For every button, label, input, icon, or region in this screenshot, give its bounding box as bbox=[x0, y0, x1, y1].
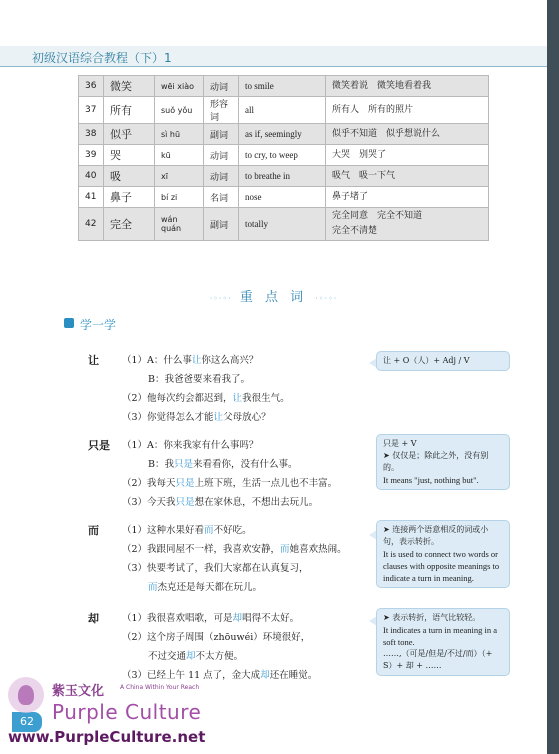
sentence-text: 我很生气。 bbox=[242, 393, 290, 404]
section-deco-right: ·◦·◦· bbox=[315, 294, 338, 303]
vocabulary-table bbox=[78, 75, 489, 241]
sentence-text: 想在家休息，不想出去玩儿。 bbox=[194, 497, 319, 508]
vocab-word: 似乎 bbox=[104, 124, 155, 145]
vocab-word: 完全 bbox=[104, 208, 155, 241]
table-row bbox=[79, 124, 489, 145]
sentence-text: 你这么高兴？ bbox=[201, 355, 259, 366]
vocab-example: 完全不清楚 bbox=[332, 226, 378, 236]
vocab-examples bbox=[326, 208, 489, 241]
sentence-highlight: 而 bbox=[280, 544, 290, 555]
table-row bbox=[79, 166, 489, 187]
sentence bbox=[122, 522, 252, 536]
sentence-text: 她喜欢热闹。 bbox=[289, 544, 347, 555]
book-icon bbox=[64, 318, 74, 328]
sentence bbox=[122, 437, 258, 451]
vocab-example: 所有人 所有的照片 bbox=[332, 104, 414, 115]
sentence-text: 不好吃。 bbox=[213, 525, 252, 536]
table-row bbox=[79, 76, 489, 97]
sentence-highlight: 却 bbox=[232, 613, 243, 624]
vocab-english: to smile bbox=[239, 76, 326, 97]
sentence-text: （2）我跟同屋不一样，我喜欢安静， bbox=[122, 544, 281, 555]
vocab-pos: 形容词 bbox=[204, 97, 239, 124]
vocab-pinyin: suǒ yǒu bbox=[155, 97, 204, 124]
vocab-example: 微笑着说 微笑地看着我 bbox=[332, 80, 432, 91]
sentence-text: B：我爸爸要来看我了。 bbox=[148, 374, 250, 385]
sentence-highlight: 只是 bbox=[173, 459, 193, 470]
sentence bbox=[148, 579, 262, 593]
watermark-brand: Purple Culture bbox=[52, 700, 202, 724]
sentence bbox=[122, 390, 290, 404]
vocab-examples bbox=[326, 166, 489, 187]
sentence-highlight: 让 bbox=[232, 393, 243, 404]
sentence bbox=[122, 610, 299, 624]
sentence-highlight: 却 bbox=[186, 651, 196, 662]
sentence-text: （2）他每次约会都迟到， bbox=[122, 393, 233, 404]
watermark-logo-icon bbox=[8, 677, 44, 713]
vocab-pinyin: sì hū bbox=[155, 124, 204, 145]
vocab-examples bbox=[326, 124, 489, 145]
vocab-example: 似乎不知道 似乎想说什么 bbox=[332, 128, 441, 139]
vocab-pinyin: xī bbox=[155, 166, 204, 187]
note-line-english: It means "just, nothing but". bbox=[383, 475, 479, 485]
sentence-highlight: 却 bbox=[260, 670, 270, 681]
vocab-num: 39 bbox=[79, 145, 104, 166]
watermark-cn: 紫玉文化 bbox=[52, 684, 105, 699]
watermark-tagline: A China Within Your Reach bbox=[120, 684, 200, 691]
sentence-highlight: 而 bbox=[148, 582, 158, 593]
note-line: ➤ 仅仅是；除此之外，没有别的。 bbox=[383, 451, 489, 472]
vocab-examples bbox=[326, 76, 489, 97]
section-title bbox=[0, 286, 547, 305]
keyword-que: 却 bbox=[88, 612, 99, 625]
sentence-text: 不太方便。 bbox=[195, 651, 244, 662]
sentence bbox=[148, 648, 243, 662]
vocab-pos: 动词 bbox=[204, 166, 239, 187]
sentence-text: 父母放心？ bbox=[223, 412, 271, 423]
vocab-num: 38 bbox=[79, 124, 104, 145]
header-rule bbox=[0, 66, 547, 67]
vocab-english: to breathe in bbox=[239, 166, 326, 187]
sentence bbox=[122, 409, 271, 423]
table-row bbox=[79, 97, 489, 124]
sentence-text: （3）已经上午 11 点了，金大成 bbox=[122, 670, 261, 681]
sentence-text: 不过交通 bbox=[148, 651, 187, 662]
vocab-example: 鼻子堵了 bbox=[332, 191, 369, 202]
note-line-english: It is used to connect two words or clauses with opposite meanings to indicate a turn in meaning. bbox=[383, 549, 500, 583]
sentence-text: （3）你觉得怎么才能 bbox=[122, 412, 214, 423]
section-deco-left: ·◦·◦· bbox=[209, 294, 232, 303]
vocab-num: 36 bbox=[79, 76, 104, 97]
sentence bbox=[122, 667, 317, 681]
keyword-er: 而 bbox=[88, 524, 99, 537]
vocab-word: 吸 bbox=[104, 166, 155, 187]
sentence-text: （3）快要考试了，我们大家都在认真复习， bbox=[122, 563, 309, 574]
vocab-examples bbox=[326, 145, 489, 166]
note-er bbox=[376, 520, 510, 588]
vocab-num: 42 bbox=[79, 208, 104, 241]
vocab-num: 41 bbox=[79, 187, 104, 208]
vocab-examples bbox=[326, 97, 489, 124]
sentence-highlight: 只是 bbox=[175, 497, 195, 508]
keyword-rang: 让 bbox=[88, 354, 99, 367]
sentence-text: 杰克还是每天都在玩儿。 bbox=[157, 582, 263, 593]
sentence bbox=[148, 371, 250, 385]
vocab-english: totally bbox=[239, 208, 326, 241]
vocab-num: 37 bbox=[79, 97, 104, 124]
sentence-text: 还在睡觉。 bbox=[269, 670, 318, 681]
vocab-word: 哭 bbox=[104, 145, 155, 166]
sentence-text: （2）这个房子周围（zhōuwéi）环境很好， bbox=[122, 632, 311, 643]
section-title-text: 重 点 词 bbox=[239, 290, 308, 305]
vocab-pos: 动词 bbox=[204, 76, 239, 97]
sentence-highlight: 让 bbox=[213, 412, 224, 423]
sentence-text: （2）我每天 bbox=[122, 478, 176, 489]
vocab-pos: 动词 bbox=[204, 145, 239, 166]
vocab-pinyin: kū bbox=[155, 145, 204, 166]
vocab-word: 所有 bbox=[104, 97, 155, 124]
table-row bbox=[79, 187, 489, 208]
vocab-example: 完全同意 完全不知道 bbox=[332, 211, 423, 221]
note-line: 让 + O（人）+ Adj / V bbox=[383, 356, 470, 365]
vocab-pinyin: wēi xiào bbox=[155, 76, 204, 97]
vocab-english: all bbox=[239, 97, 326, 124]
sentence-text: （1）这种水果好看 bbox=[122, 525, 205, 536]
note-line: ➤ 连接两个语意相反的词或小句，表示转折。 bbox=[383, 525, 489, 546]
vocab-pos: 副词 bbox=[204, 124, 239, 145]
sentence bbox=[122, 541, 347, 555]
sentence-highlight: 只是 bbox=[175, 478, 195, 489]
sentence-text: （3）今天我 bbox=[122, 497, 176, 508]
sentence-text: B：我 bbox=[148, 459, 174, 470]
note-line: ➤ 表示转折，语气比较轻。 bbox=[383, 613, 481, 622]
vocab-pinyin: wán quán bbox=[155, 208, 204, 241]
vocab-pos: 副词 bbox=[204, 208, 239, 241]
sentence bbox=[148, 456, 298, 470]
note-zhishi bbox=[376, 434, 510, 490]
sentence bbox=[122, 475, 337, 489]
sentence-text: （1）我很喜欢唱歌，可是 bbox=[122, 613, 233, 624]
note-line: ……,（可是/但是/不过/而）（+ S）+ 却 + …… bbox=[383, 649, 493, 670]
vocab-english: as if, seemingly bbox=[239, 124, 326, 145]
table-row bbox=[79, 145, 489, 166]
vocab-num: 40 bbox=[79, 166, 104, 187]
sentence-text: 唱得不太好。 bbox=[242, 613, 300, 624]
learn-heading: 学一学 bbox=[80, 318, 117, 332]
page-number: 62 bbox=[12, 712, 42, 732]
vocab-examples bbox=[326, 187, 489, 208]
vocab-example: 大哭 别哭了 bbox=[332, 149, 387, 160]
sentence bbox=[122, 494, 318, 508]
sentence-highlight: 让 bbox=[191, 355, 202, 366]
watermark-url: www.PurpleCulture.net bbox=[8, 728, 206, 746]
header-title: 初级汉语综合教程（下）1 bbox=[32, 51, 172, 65]
sentence-text: 上班下班，生活一点儿也不丰富。 bbox=[194, 478, 338, 489]
keyword-zhishi: 只是 bbox=[88, 439, 110, 452]
note-line-english: It indicates a turn in meaning in a soft tone. bbox=[383, 625, 498, 647]
vocab-word: 鼻子 bbox=[104, 187, 155, 208]
sentence bbox=[122, 629, 310, 643]
sentence-text: 来看看你，没有什么事。 bbox=[193, 459, 298, 470]
sentence bbox=[122, 560, 309, 574]
note-rang bbox=[376, 351, 510, 371]
vocab-pos: 名词 bbox=[204, 187, 239, 208]
table-row bbox=[79, 208, 489, 241]
sentence bbox=[122, 352, 258, 366]
vocab-english: nose bbox=[239, 187, 326, 208]
note-que bbox=[376, 608, 510, 676]
note-line: 只是 + V bbox=[383, 439, 417, 448]
sentence-text: （1）A：什么事 bbox=[122, 355, 192, 366]
vocab-english: to cry, to weep bbox=[239, 145, 326, 166]
sentence-text: （1）A：你来我家有什么事吗？ bbox=[122, 440, 259, 451]
sentence-highlight: 而 bbox=[204, 525, 214, 536]
vocab-word: 微笑 bbox=[104, 76, 155, 97]
vocab-example: 吸气 吸一下气 bbox=[332, 170, 396, 181]
vocab-pinyin: bí zi bbox=[155, 187, 204, 208]
